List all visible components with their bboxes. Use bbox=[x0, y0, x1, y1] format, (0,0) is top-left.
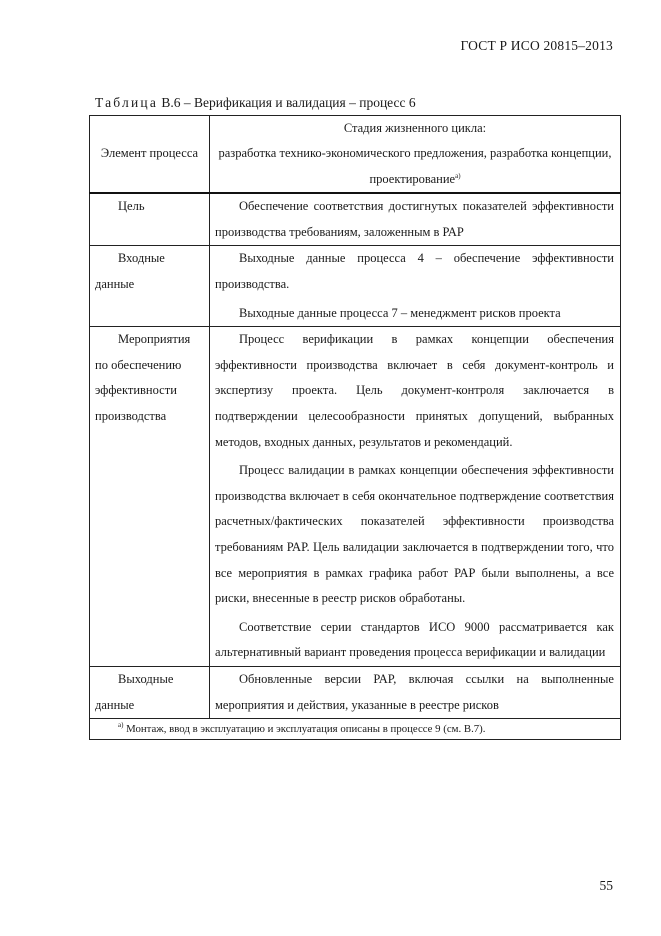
process-table bbox=[89, 115, 621, 740]
description-paragraph: Процесс верификации в рамках концепции обеспечения эффективности производства включает в себя документ-контроль и экспертизу проекта. Цель документ-контроля заключается в подтверждении целесообразности принятых допущений, выбранных методов, входных данных, результатов и рекомендаций. bbox=[215, 332, 614, 449]
table-header-row bbox=[90, 116, 621, 194]
table-caption-label: Таблица bbox=[95, 95, 159, 110]
description-paragraph: Выходные данные процесса 4 – обеспечение эффективности производства. bbox=[215, 251, 614, 291]
description-paragraph: Процесс валидации в рамках концепции обеспечения эффективности производства включает в себя окончательное подтверждение соответствия расчетных/фактических показателей эффективности производства требованиям РАР. Цель валидации заключается в подтверждении того, что все мероприятия в рамках графика работ РАР были выполнены, а все риски, внесенные в реестр рисков обработаны. bbox=[215, 463, 614, 606]
table-caption-title: В.6 – Верификация и валидация – процесс 6 bbox=[158, 95, 416, 110]
header-stage-line1: Стадия жизненного цикла: bbox=[343, 121, 487, 135]
footnote-mark: а) bbox=[118, 721, 124, 730]
table-footnote-row bbox=[90, 719, 621, 740]
element-cell: Мероприятия по обеспечению эффективности производства bbox=[90, 327, 210, 667]
header-stage-cell bbox=[210, 116, 621, 194]
table-caption bbox=[95, 95, 416, 111]
description-paragraph: Обновленные версии РАР, включая ссылки на выполненные мероприятия и действия, указанные в реестре рисков bbox=[215, 671, 614, 712]
header-stage-line2: разработка технико-экономического предложения, разработка концепции, проектирование$^{а)}$ bbox=[218, 146, 612, 186]
table-row bbox=[90, 193, 621, 246]
page-number: 55 bbox=[599, 878, 613, 893]
description-cell bbox=[210, 246, 621, 327]
element-cell: Цель bbox=[90, 193, 210, 246]
table-footnote bbox=[90, 719, 621, 740]
table-row bbox=[90, 327, 621, 667]
element-cell: Выходные данные bbox=[90, 666, 210, 718]
table-row bbox=[90, 246, 621, 327]
description-paragraph: Выходные данные процесса 7 – менеджмент рисков проекта bbox=[239, 305, 561, 320]
description-paragraph: Соответствие серии стандартов ИСО 9000 рассматривается как альтернативный вариант проведения процесса верификации и валидации bbox=[215, 619, 614, 660]
table-row bbox=[90, 666, 621, 718]
header-element-cell: Элемент процесса bbox=[90, 116, 210, 194]
footnote-text: Монтаж, ввод в эксплуатацию и эксплуатация описаны в процессе 9 (см. В.7). bbox=[123, 723, 486, 736]
description-paragraph: Обеспечение соответствия достигнутых показателей эффективности производства требованиям, заложенным в РАР bbox=[215, 199, 614, 239]
description-cell bbox=[210, 666, 621, 718]
description-cell bbox=[210, 327, 621, 667]
element-cell: Входные данные bbox=[90, 246, 210, 327]
document-id-header: ГОСТ Р ИСО 20815–2013 bbox=[460, 38, 613, 53]
description-cell bbox=[210, 193, 621, 246]
header-footnote-mark: а) bbox=[455, 171, 461, 180]
